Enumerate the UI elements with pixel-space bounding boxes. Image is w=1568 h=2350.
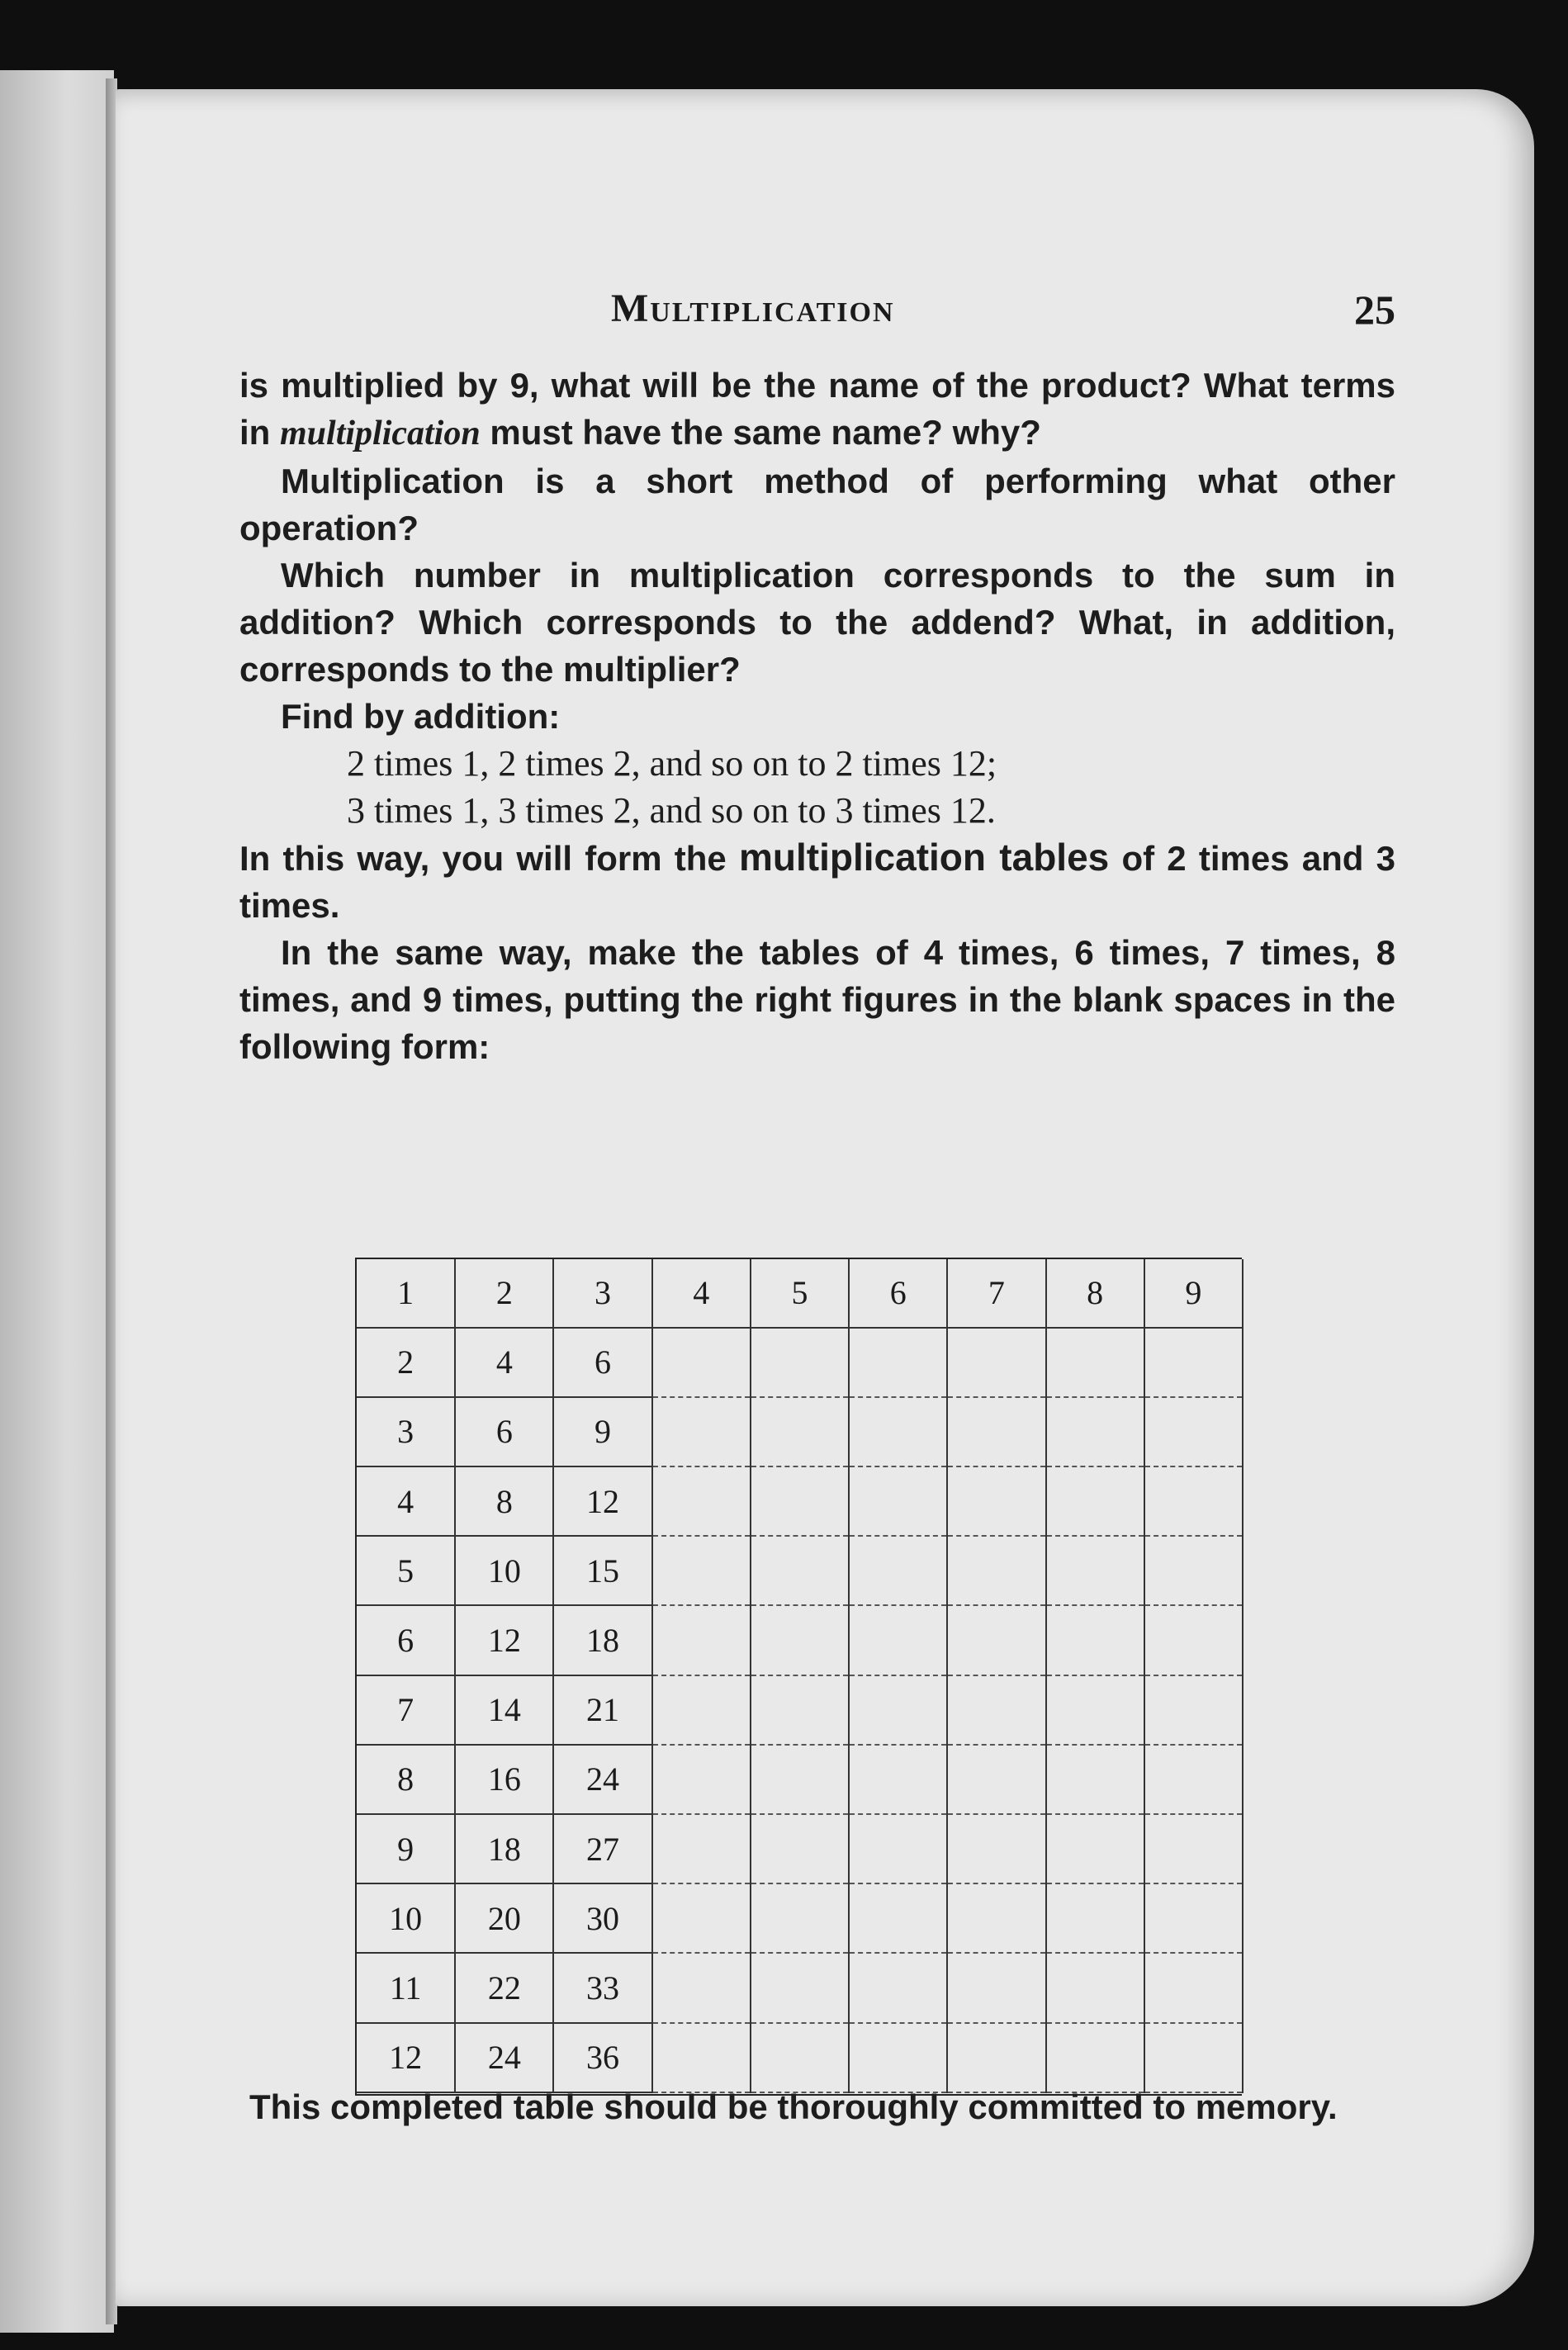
paragraph-question-addition: Which number in multiplication corresponds to the sum in addition? Which corresponds to the addend? What, in addition, corresponds to the multiplier? bbox=[239, 556, 1395, 689]
table-cell: 6 bbox=[357, 1605, 455, 1675]
table-cell: 4 bbox=[652, 1259, 751, 1328]
table-cell: 18 bbox=[553, 1605, 651, 1675]
closing-text bbox=[208, 2083, 1381, 2131]
blank-cell bbox=[1144, 2023, 1243, 2092]
table-row bbox=[357, 1953, 1243, 2022]
table-cell: 6 bbox=[849, 1259, 947, 1328]
closing-paragraph: This completed table should be thoroughly committed to memory. bbox=[249, 2087, 1338, 2126]
table-row bbox=[357, 1675, 1243, 1745]
table-cell: 10 bbox=[455, 1536, 553, 1605]
blank-cell bbox=[1046, 1328, 1144, 1397]
blank-cell bbox=[652, 1605, 751, 1675]
table-cell: 7 bbox=[947, 1259, 1045, 1328]
paragraph-same-way: In the same way, make the tables of 4 times, 6 times, 7 times, 8 times, and 9 times, putting the right figures in the blank spaces in the following form: bbox=[239, 933, 1395, 1066]
blank-cell bbox=[1046, 1675, 1144, 1745]
body-text bbox=[239, 362, 1395, 1070]
table-cell: 30 bbox=[553, 1883, 651, 1953]
running-head: Multiplication bbox=[611, 287, 895, 330]
table-cell: 24 bbox=[553, 1745, 651, 1814]
blank-cell bbox=[947, 1466, 1045, 1536]
blank-cell bbox=[652, 1953, 751, 2022]
blank-cell bbox=[849, 1466, 947, 1536]
table-cell: 9 bbox=[357, 1814, 455, 1883]
table-cell: 12 bbox=[455, 1605, 553, 1675]
blank-cell bbox=[751, 1397, 849, 1466]
paragraph-text: is multiplied by 9, what will be the name of the product? What terms in bbox=[239, 366, 1395, 452]
table-cell: 4 bbox=[455, 1328, 553, 1397]
exercise-line: 3 times 1, 3 times 2, and so on to 3 times 12. bbox=[347, 790, 996, 831]
table-cell: 22 bbox=[455, 1953, 553, 2022]
paragraph-text: In this way, you will form the bbox=[239, 839, 727, 878]
blank-cell bbox=[849, 1883, 947, 1953]
table-cell: 9 bbox=[553, 1397, 651, 1466]
paragraph-find-by-addition: Find by addition: bbox=[281, 697, 561, 736]
blank-cell bbox=[751, 1328, 849, 1397]
blank-cell bbox=[751, 1675, 849, 1745]
table-cell: 15 bbox=[553, 1536, 651, 1605]
blank-cell bbox=[751, 2023, 849, 2092]
table-cell: 6 bbox=[553, 1328, 651, 1397]
blank-cell bbox=[947, 1814, 1045, 1883]
blank-cell bbox=[1046, 1466, 1144, 1536]
blank-cell bbox=[1046, 1536, 1144, 1605]
table-cell: 10 bbox=[357, 1883, 455, 1953]
blank-cell bbox=[849, 1745, 947, 1814]
paragraph-question-operation: Multiplication is a short method of performing what other operation? bbox=[239, 462, 1395, 547]
blank-cell bbox=[1046, 1605, 1144, 1675]
table-cell: 7 bbox=[357, 1675, 455, 1745]
table-cell: 18 bbox=[455, 1814, 553, 1883]
blank-cell bbox=[1144, 1605, 1243, 1675]
blank-cell bbox=[849, 1814, 947, 1883]
table-cell: 3 bbox=[357, 1397, 455, 1466]
blank-cell bbox=[751, 1745, 849, 1814]
multiplication-table-frame bbox=[355, 1258, 1242, 2096]
blank-cell bbox=[1144, 1745, 1243, 1814]
blank-cell bbox=[1046, 1953, 1144, 2022]
table-cell: 5 bbox=[357, 1536, 455, 1605]
blank-cell bbox=[947, 1605, 1045, 1675]
table-row bbox=[357, 2023, 1243, 2092]
blank-cell bbox=[849, 1675, 947, 1745]
page-number: 25 bbox=[1354, 287, 1395, 333]
table-row bbox=[357, 1328, 1243, 1397]
table-cell: 8 bbox=[455, 1466, 553, 1536]
blank-cell bbox=[947, 1328, 1045, 1397]
blank-cell bbox=[849, 1953, 947, 2022]
blank-cell bbox=[947, 1883, 1045, 1953]
blank-cell bbox=[947, 1675, 1045, 1745]
blank-cell bbox=[849, 1397, 947, 1466]
table-row bbox=[357, 1536, 1243, 1605]
blank-cell bbox=[751, 1814, 849, 1883]
blank-cell bbox=[652, 1397, 751, 1466]
blank-cell bbox=[1046, 1745, 1144, 1814]
blank-cell bbox=[1144, 1883, 1243, 1953]
table-row bbox=[357, 1605, 1243, 1675]
paragraph-text: must have the same name? why? bbox=[490, 413, 1041, 452]
blank-cell bbox=[1144, 1466, 1243, 1536]
blank-cell bbox=[751, 1953, 849, 2022]
blank-cell bbox=[652, 1675, 751, 1745]
blank-cell bbox=[1046, 1883, 1144, 1953]
italic-term: multiplication bbox=[280, 415, 481, 452]
table-cell: 14 bbox=[455, 1675, 553, 1745]
blank-cell bbox=[751, 1883, 849, 1953]
blank-cell bbox=[1144, 1397, 1243, 1466]
table-cell: 27 bbox=[553, 1814, 651, 1883]
blank-cell bbox=[751, 1466, 849, 1536]
blank-cell bbox=[1144, 1953, 1243, 2022]
table-cell: 24 bbox=[455, 2023, 553, 2092]
table-cell: 2 bbox=[357, 1328, 455, 1397]
table-cell: 36 bbox=[553, 2023, 651, 2092]
blank-cell bbox=[1046, 1814, 1144, 1883]
table-cell: 11 bbox=[357, 1953, 455, 2022]
blank-cell bbox=[849, 1536, 947, 1605]
blank-cell bbox=[652, 1536, 751, 1605]
table-cell: 8 bbox=[1046, 1259, 1144, 1328]
table-row bbox=[357, 1745, 1243, 1814]
blank-cell bbox=[652, 1466, 751, 1536]
table-row bbox=[357, 1814, 1243, 1883]
multiplication-table bbox=[357, 1259, 1244, 2093]
paragraph-question-product bbox=[239, 362, 1395, 457]
paragraph-form-tables bbox=[239, 834, 1395, 929]
blank-cell bbox=[947, 1397, 1045, 1466]
blank-cell bbox=[1144, 1675, 1243, 1745]
book-page bbox=[116, 89, 1534, 2306]
table-cell: 6 bbox=[455, 1397, 553, 1466]
blank-cell bbox=[1046, 2023, 1144, 2092]
table-cell: 12 bbox=[357, 2023, 455, 2092]
blank-cell bbox=[751, 1605, 849, 1675]
blank-cell bbox=[947, 1953, 1045, 2022]
table-cell: 12 bbox=[553, 1466, 651, 1536]
blank-cell bbox=[652, 2023, 751, 2092]
blank-cell bbox=[652, 1328, 751, 1397]
paragraph-text: of 2 times and 3 times. bbox=[239, 839, 1396, 925]
facing-page-edge bbox=[0, 70, 114, 2333]
table-cell: 5 bbox=[751, 1259, 849, 1328]
blank-cell bbox=[652, 1883, 751, 1953]
exercise-line: 2 times 1, 2 times 2, and so on to 2 times 12; bbox=[347, 743, 997, 784]
table-cell: 20 bbox=[455, 1883, 553, 1953]
blank-cell bbox=[652, 1745, 751, 1814]
table-row bbox=[357, 1397, 1243, 1466]
blank-cell bbox=[1144, 1536, 1243, 1605]
table-cell: 1 bbox=[357, 1259, 455, 1328]
table-row bbox=[357, 1259, 1243, 1328]
blank-cell bbox=[947, 1536, 1045, 1605]
table-cell: 21 bbox=[553, 1675, 651, 1745]
table-row bbox=[357, 1466, 1243, 1536]
table-cell: 3 bbox=[553, 1259, 651, 1328]
table-cell: 8 bbox=[357, 1745, 455, 1814]
blank-cell bbox=[849, 1605, 947, 1675]
blank-cell bbox=[652, 1814, 751, 1883]
bold-term: multiplication tables bbox=[739, 836, 1110, 879]
blank-cell bbox=[1046, 1397, 1144, 1466]
blank-cell bbox=[947, 2023, 1045, 2092]
blank-cell bbox=[751, 1536, 849, 1605]
blank-cell bbox=[849, 1328, 947, 1397]
page-header bbox=[611, 277, 1395, 352]
table-cell: 2 bbox=[455, 1259, 553, 1328]
blank-cell bbox=[947, 1745, 1045, 1814]
table-cell: 33 bbox=[553, 1953, 651, 2022]
blank-cell bbox=[1144, 1814, 1243, 1883]
table-row bbox=[357, 1883, 1243, 1953]
table-cell: 4 bbox=[357, 1466, 455, 1536]
table-cell: 16 bbox=[455, 1745, 553, 1814]
blank-cell bbox=[1144, 1328, 1243, 1397]
table-cell: 9 bbox=[1144, 1259, 1243, 1328]
blank-cell bbox=[849, 2023, 947, 2092]
